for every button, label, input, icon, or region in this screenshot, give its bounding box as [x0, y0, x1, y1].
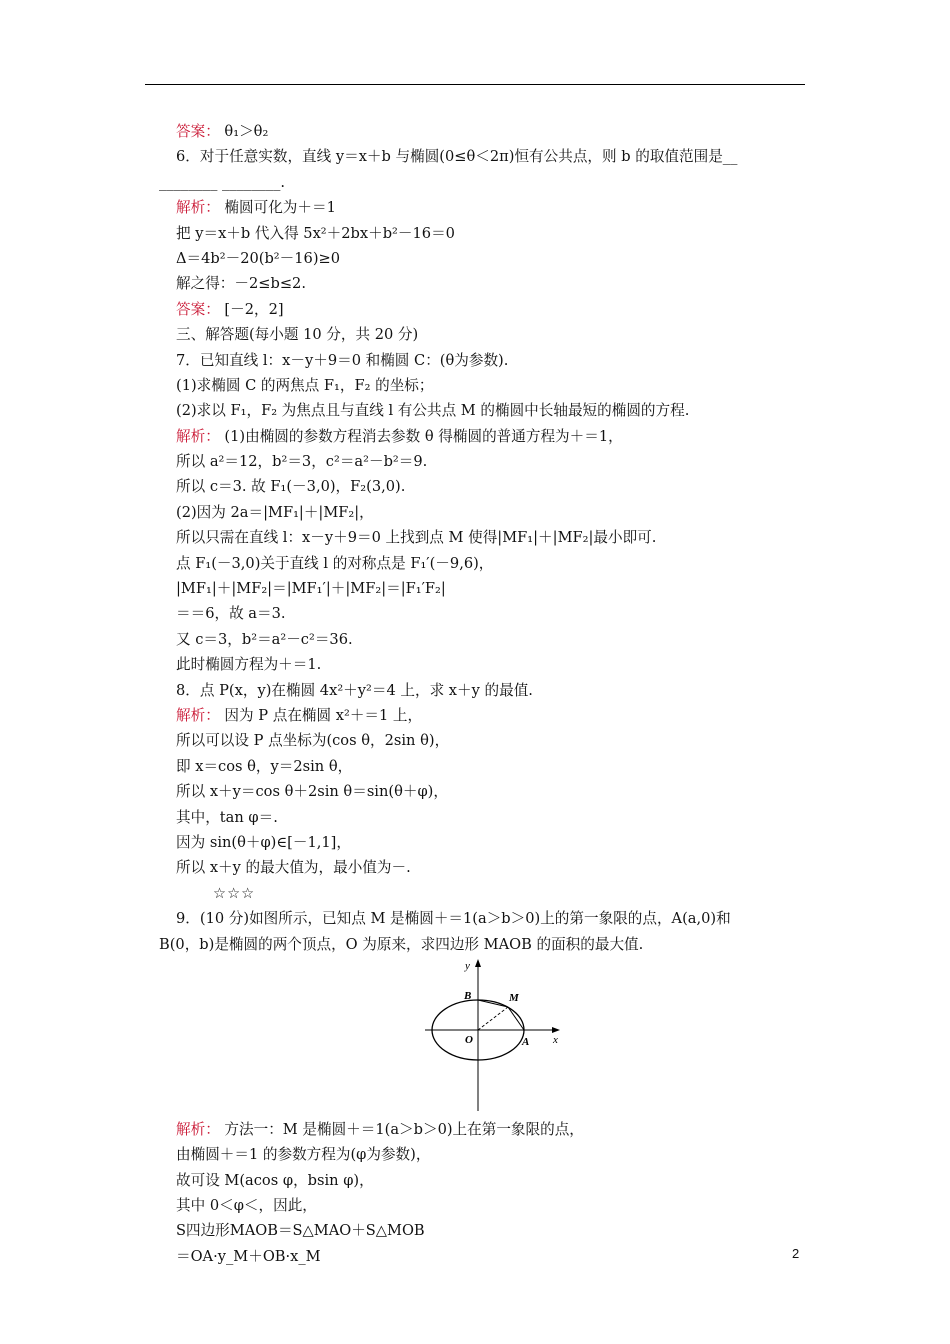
segment-om: [478, 1007, 508, 1030]
line-text: θ₁＞θ₂: [219, 123, 269, 140]
line-text: 7．已知直线 l：x－y＋9＝0 和椭圆 C：(θ为参数).: [176, 351, 509, 369]
line-text: 9．(10 分)如图所示，已知点 M 是椭圆＋＝1(a＞b＞0)上的第一象限的点，A(a,0)和: [176, 910, 731, 928]
line-text: 又 c＝3，b²＝a²－c²＝36.: [176, 630, 353, 648]
label-b: B: [464, 989, 472, 1002]
line-text: 此时椭圆方程为＋＝1.: [176, 656, 322, 674]
line-text: 故可设 M(acos φ，bsin φ)，: [176, 1171, 374, 1189]
text-line: [145, 474, 807, 499]
text-line: [145, 754, 807, 779]
text-line: [145, 855, 807, 880]
label-o: O: [465, 1033, 473, 1046]
text-line: [145, 246, 807, 271]
line-text: 椭圆可化为＋＝1: [219, 199, 336, 217]
text-line: [145, 906, 807, 931]
page-number: 2: [792, 1246, 800, 1261]
text-line: [145, 652, 807, 677]
text-line: [145, 805, 807, 830]
line-text: S四边形MAOB＝S△MAO＋S△MOB: [176, 1222, 425, 1240]
line-text: (1)求椭圆 C 的两焦点 F₁，F₂ 的坐标；: [176, 376, 434, 394]
line-text: 所以可以设 P 点坐标为(cos θ，2sin θ)，: [176, 732, 450, 750]
line-text: ☆☆☆: [213, 884, 256, 902]
text-line: [145, 500, 807, 525]
content-body: [145, 119, 807, 1269]
label-x: x: [553, 1033, 558, 1046]
line-text: 解之得：－2≤b≤2.: [176, 275, 306, 293]
text-line: [145, 1142, 807, 1167]
answer-label: 答案：: [176, 123, 220, 140]
line-text: Δ＝4b²－20(b²－16)≥0: [176, 249, 341, 267]
line-text: 即 x＝cos θ，y＝2sin θ，: [176, 757, 353, 775]
text-line: [145, 1244, 807, 1269]
line-text: 因为 P 点在椭圆 x²＋＝1 上，: [219, 706, 423, 724]
text-line: [145, 830, 807, 855]
text-line: [145, 525, 807, 550]
text-line: [145, 551, 807, 576]
segment-ma: [508, 1007, 524, 1030]
answer-label: 解析：: [176, 427, 220, 445]
text-line: [145, 170, 807, 195]
text-line: [145, 221, 807, 246]
line-text: B(0，b)是椭圆的两个顶点，O 为原来，求四边形 MAOB 的面积的最大值.: [159, 935, 644, 953]
text-line: [145, 728, 807, 753]
text-line: [145, 195, 807, 220]
line-text: 所以 c＝3. 故 F₁(－3,0)，F₂(3,0).: [176, 478, 406, 496]
text-lines-bottom: [145, 1117, 807, 1269]
text-line: [145, 297, 807, 322]
text-line: [145, 1218, 807, 1243]
line-text: 方法一：M 是椭圆＋＝1(a＞b＞0)上在第一象限的点，: [219, 1120, 584, 1138]
x-axis-arrow: [552, 1027, 560, 1033]
text-line: [145, 703, 807, 728]
answer-label: 解析：: [176, 706, 220, 724]
text-line: [145, 271, 807, 296]
line-text: 点 F₁(－3,0)关于直线 l 的对称点是 F₁′(－9,6)，: [176, 554, 494, 572]
line-text: 由椭圆＋＝1 的参数方程为(φ为参数)，: [176, 1146, 431, 1164]
line-text: 6．对于任意实数，直线 y＝x＋b 与椭圆(0≤θ＜2π)恒有公共点，则 b 的取值范围是__: [176, 148, 738, 166]
label-m: M: [509, 991, 519, 1004]
answer-label: 答案：: [176, 300, 220, 318]
text-line: [145, 678, 807, 703]
line-text: ＝OA·y_M＋OB·x_M: [176, 1247, 321, 1265]
text-line: [145, 424, 807, 449]
line-text: 所以 x＋y＝cos θ＋2sin θ＝sin(θ＋φ)，: [176, 783, 448, 801]
text-line: [145, 1168, 807, 1193]
line-text: |MF₁|＋|MF₂|＝|MF₁′|＋|MF₂|＝|F₁′F₂|: [176, 580, 446, 598]
line-text: (2)求以 F₁，F₂ 为焦点且与直线 l 有公共点 M 的椭圆中长轴最短的椭圆的方程.: [176, 402, 690, 420]
text-line: [145, 601, 807, 626]
text-line: [145, 779, 807, 804]
text-line: [145, 449, 807, 474]
line-text: 因为 sin(θ＋φ)∈[－1,1]，: [176, 833, 351, 851]
text-line: [145, 348, 807, 373]
answer-label: 解析：: [176, 1120, 220, 1138]
line-text: ＝＝6，故 a＝3.: [176, 605, 286, 623]
line-text: 所以 x＋y 的最大值为，最小值为－.: [176, 859, 411, 877]
label-y: y: [465, 959, 470, 972]
line-text: (2)因为 2a＝|MF₁|＋|MF₂|，: [176, 503, 374, 521]
text-line: [145, 322, 807, 347]
text-line: [145, 373, 807, 398]
text-line: [145, 119, 807, 144]
line-text: 三、解答题(每小题 10 分，共 20 分): [176, 326, 419, 344]
header-rule: [145, 84, 805, 85]
text-line: [145, 144, 807, 169]
line-text: 其中 0＜φ＜，因此，: [176, 1197, 317, 1215]
line-text: 其中，tan φ＝.: [176, 808, 278, 826]
answer-label: 解析：: [176, 199, 220, 217]
text-lines-top: [145, 119, 807, 957]
text-line: [145, 932, 807, 957]
line-text: 8．点 P(x，y)在椭圆 4x²＋y²＝4 上，求 x＋y 的最值.: [176, 681, 533, 699]
text-line: [145, 881, 807, 906]
text-line: [145, 576, 807, 601]
line-text: ________ ________.: [159, 173, 286, 191]
y-axis-arrow: [475, 959, 481, 967]
line-text: [－2，2]: [219, 300, 284, 318]
text-line: [145, 627, 807, 652]
line-text: 所以 a²＝12，b²＝3，c²＝a²－b²＝9.: [176, 453, 428, 471]
label-a: A: [522, 1035, 530, 1048]
line-text: 所以只需在直线 l：x－y＋9＝0 上找到点 M 使得|MF₁|＋|MF₂|最小即可.: [176, 529, 657, 547]
line-text: (1)由椭圆的参数方程消去参数 θ 得椭圆的普通方程为＋＝1，: [219, 427, 623, 445]
text-line: [145, 398, 807, 423]
text-line: [145, 1193, 807, 1218]
line-text: 把 y＝x＋b 代入得 5x²＋2bx＋b²－16＝0: [176, 224, 455, 242]
ellipse-figure: [423, 959, 563, 1115]
text-line: [145, 1117, 807, 1142]
figure-container: [145, 957, 807, 1117]
